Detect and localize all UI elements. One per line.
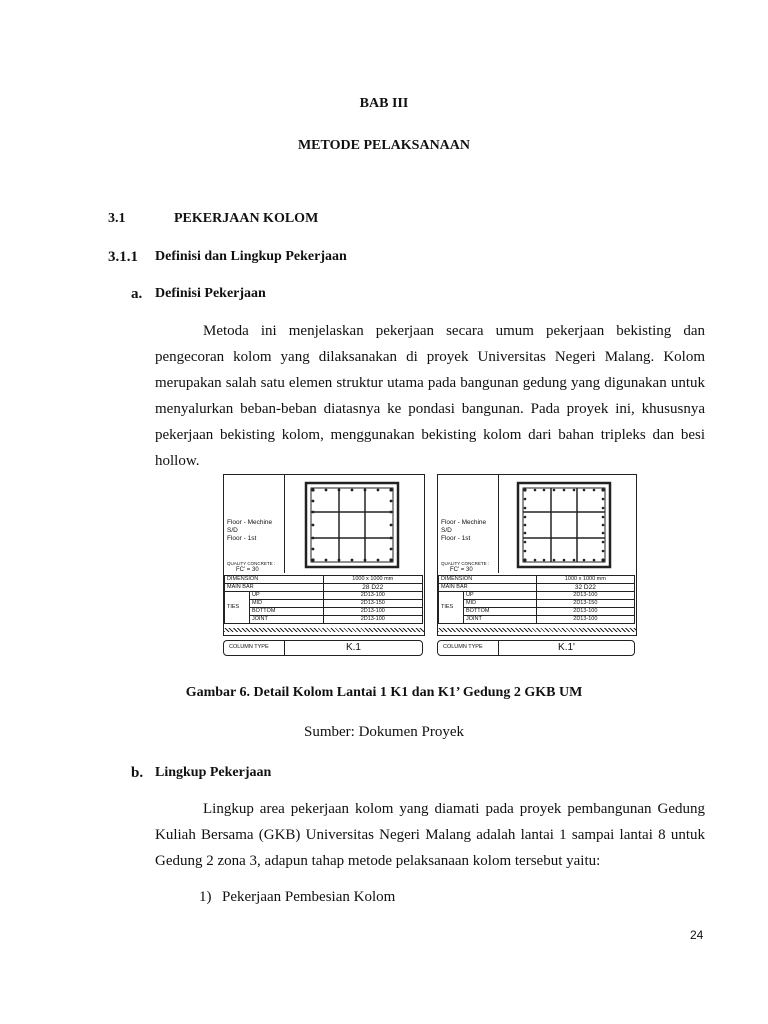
item-a-letter: a. xyxy=(131,286,143,302)
section-number: 3.1 xyxy=(108,211,126,226)
floor-range: Floor - Mechine S/D Floor - 1st xyxy=(227,519,273,542)
paragraph-lingkup-text: Lingkup area pekerjaan kolom yang diamati pada proyek pembangunan Gedung Kuliah Bersama (GKB) Universitas Negeri Malang adalah lantai 1 sampai lantai 8 untuk Gedung 2 zona 3, adapun tahap metode pelaksanaan kolom tersebut yaitu: xyxy=(155,801,705,869)
section-title: PEKERJAAN KOLOM xyxy=(174,211,319,226)
page-number: 24 xyxy=(690,928,704,942)
hatch-divider xyxy=(438,628,636,632)
paragraph-definisi xyxy=(155,318,705,474)
item-a-title: Definisi Pekerjaan xyxy=(155,286,266,301)
figure-caption: Gambar 6. Detail Kolom Lantai 1 K1 dan K1’ Gedung 2 GKB UM xyxy=(185,685,583,700)
figure-source: Sumber: Dokumen Proyek xyxy=(304,724,464,740)
column-type-box-k1: COLUMN TYPE K.1 xyxy=(223,640,423,656)
item-b-letter: b. xyxy=(131,765,144,781)
paragraph-lingkup xyxy=(155,796,705,874)
subsection-title: Definisi dan Lingkup Pekerjaan xyxy=(155,249,347,264)
quality-label: QUALITY CONCRETE : xyxy=(441,561,490,566)
quality-label: QUALITY CONCRETE : xyxy=(227,561,276,566)
column-detail-figure-k1-prime xyxy=(437,474,637,636)
quality-value: FC' = 30 xyxy=(236,567,259,573)
column-spec-table: DIMENSION 1000 x 1000 mm MAIN BAR 32 D22 TIES UP 2D13-100 MID 2D13-150 BOTTOM 2D13-100 JOINT 2D13-100 xyxy=(438,575,635,624)
column-section-drawing xyxy=(516,481,612,569)
column-detail-figure-k1 xyxy=(223,474,425,636)
item-b-title: Lingkup Pekerjaan xyxy=(155,765,272,780)
hatch-divider xyxy=(224,628,424,632)
subsection-number: 3.1.1 xyxy=(108,249,138,265)
column-spec-table: DIMENSION 1000 x 1000 mm MAIN BAR 28 D22 TIES UP 2D13-100 MID 2D13-150 BOTTOM 2D13-100 JOINT 2D13-100 xyxy=(224,575,423,624)
list-item-text: Pekerjaan Pembesian Kolom xyxy=(222,889,396,905)
floor-range: Floor - Mechine S/D Floor - 1st xyxy=(441,519,487,542)
quality-value: FC' = 30 xyxy=(450,567,473,573)
list-item-number: 1) xyxy=(199,889,212,905)
chapter-heading: BAB III xyxy=(359,96,409,111)
column-section-drawing xyxy=(304,481,400,569)
column-type-box-k1-prime: COLUMN TYPE K.1' xyxy=(437,640,635,656)
chapter-title: METODE PELAKSANAAN xyxy=(297,138,471,153)
paragraph-definisi-text: Metoda ini menjelaskan pekerjaan secara umum pekerjaan bekisting dan pengecoran kolom yang dilaksanakan di proyek Universitas Negeri Malang. Kolom merupakan salah satu elemen struktur utama pada bangunan gedung yang digunakan untuk menyalurkan beban-beban diatasnya ke pondasi bangunan. Pada proyek ini, khususnya pekerjaan bekisting kolom, menggunakan bekisting kolom dari bahan tripleks dan besi hollow. xyxy=(155,323,705,469)
